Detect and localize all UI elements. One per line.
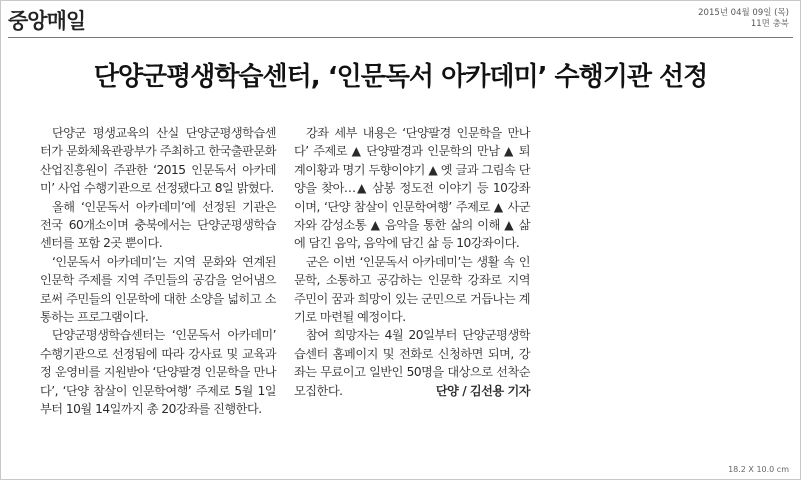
date-info — [698, 8, 789, 30]
article-headline: 단양군평생학습센터, ‘인문독서 아카데미’ 수행기관 선정 — [93, 62, 708, 92]
article-paragraph — [294, 326, 530, 400]
article-paragraph: 강좌 세부 내용은 ‘단양팔경 인문학을 만나다’ 주제로 ▲ 단양팔경과 인문학의 만남 ▲ 퇴계이황과 명기 두향이야기 ▲ 옛 글과 그림속 단양을 찾아…▲ 삼봉 정도전 이야기 등 10강좌 이며, ‘단양 참살이 인문학여행’ 주제로 ▲ 사군자와 감성소통 ▲ 음악을 통한 삶의 이해 ▲ 삶에 담긴 음악, 음악에 담긴 삶 등 10강좌이다. — [294, 126, 530, 251]
article-paragraph: 군은 이번 ‘인문독서 아카데미’는 생활 속 인문학, 소통하고 공감하는 인문학 강좌로 지역 주민이 꿈과 희망이 있는 군민으로 거듭나는 계기로 마련될 예정이다. — [294, 254, 530, 325]
newspaper-masthead: 중앙매일 — [8, 9, 86, 33]
clip-size: 18.2 X 10.0 cm — [728, 465, 789, 474]
article-body — [40, 124, 784, 434]
article-paragraph-text: 참여 희망자는 4월 20일부터 단양군평생학습센터 홈페이지 및 전화로 신청하면 되며, 강좌는 무료이고 일반인 50명을 대상으로 선착순 모집한다. — [294, 328, 530, 398]
publication-date: 2015년 04월 09일 (목) — [698, 8, 789, 18]
article-paragraph: 단양군 평생교육의 산실 단양군평생학습센터가 문화체육관광부가 주최하고 한국출판문화산업진흥원이 주관한 ‘2015 인문독서 아카데미’ 사업 수행기관으로 선정됐다고 8일 밝혔다. — [40, 126, 276, 196]
header-divider — [8, 37, 793, 38]
article-paragraph: 단양군평생학습센터는 ‘인문독서 아카데미’ 수행기관으로 선정됨에 따라 강사료 및 교육과정 운영비를 지원받아 ‘단양팔경 인문학을 만나다’, ‘단양 참살이 인문학여행’ 주제로 5월 1일부터 10월 14일까지 총 20강좌를 진행한다. — [40, 328, 276, 417]
article-paragraph: 올해 ‘인문독서 아카데미’에 선정된 기관은 전국 60개소이며 충북에서는 단양군평생학습센터를 포함 2곳 뿐이다. — [40, 199, 276, 251]
article-byline: 단양 / 김선용 기자 — [435, 383, 530, 398]
page-info: 11면 충북 — [750, 19, 789, 29]
article-paragraph: ‘인문독서 아카데미’는 지역 문화와 연계된 인문학 주제를 지역 주민들의 공감을 얻어냄으로써 주민들의 인문학에 대한 소양을 넓히고 소통하는 프로그램이다. — [40, 254, 276, 325]
